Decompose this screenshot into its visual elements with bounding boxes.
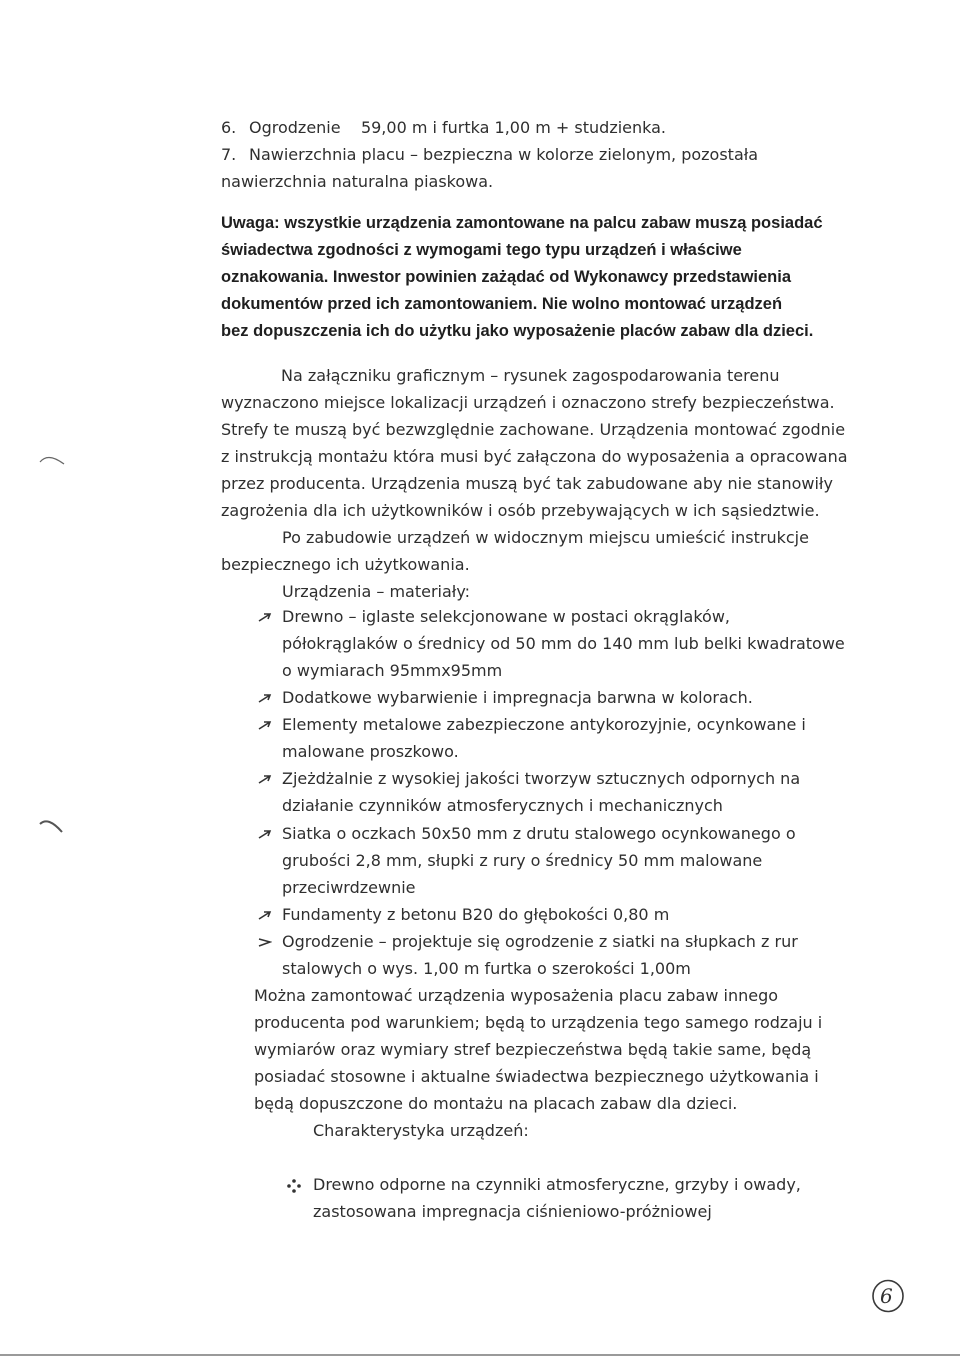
- list-item-6: [221, 118, 666, 138]
- material-line: Elementy metalowe zabezpieczone antykorozyjnie, ocynkowane i: [282, 715, 806, 734]
- arrow-bullet-icon: [258, 774, 272, 784]
- material-line: Zjeżdżalnie z wysokiej jakości tworzyw sztucznych odpornych na: [282, 769, 801, 788]
- characteristic-line: Drewno odporne na czynniki atmosferyczne, grzyby i owady,: [313, 1175, 801, 1194]
- material-line: półokrąglaków o średnicy od 50 mm do 140 mm lub belki kwadratowe: [282, 634, 845, 653]
- paragraph-line: przez producenta. Urządzenia muszą być tak zabudowane aby nie stanowiły: [221, 474, 833, 493]
- characteristics-heading: Charakterystyka urządzeń:: [313, 1121, 529, 1140]
- arrow-bullet-icon: [258, 829, 272, 839]
- diamond-bullet-icon: [287, 1178, 301, 1192]
- paragraph-line: bezpiecznego ich użytkowania.: [221, 555, 470, 574]
- scan-mark-decoration: [38, 448, 68, 468]
- paragraph-line: Po zabudowie urządzeń w widocznym miejscu umieścić instrukcje: [282, 528, 809, 547]
- arrow-bullet-icon: [258, 720, 272, 730]
- arrow-bullet-icon: [258, 693, 272, 703]
- scan-mark-decoration: [38, 812, 68, 836]
- list-item-7: [221, 145, 758, 165]
- paragraph-line: Strefy te muszą być bezwzględnie zachowane. Urządzenia montować zgodnie: [221, 420, 846, 439]
- arrow-bullet-icon: [258, 937, 272, 947]
- list-text: Nawierzchnia placu – bezpieczna w kolorze zielonym, pozostała: [249, 145, 759, 164]
- material-line: Fundamenty z betonu B20 do głębokości 0,80 m: [282, 905, 670, 924]
- list-item-7-continuation: nawierzchnia naturalna piaskowa.: [221, 172, 494, 191]
- material-line: stalowych o wys. 1,00 m furtka o szerokości 1,00m: [282, 959, 691, 978]
- note-line: dokumentów przed ich zamontowaniem. Nie wolno montować urządzeń: [221, 295, 783, 313]
- page-number-text: 6: [880, 1284, 893, 1308]
- note-line: Uwaga: wszystkie urządzenia zamontowane na palcu zabaw muszą posiadać: [221, 214, 823, 232]
- characteristic-line: zastosowana impregnacja ciśnieniowo-próżniowej: [313, 1202, 712, 1221]
- note-line: bez dopuszczenia ich do użytku jako wyposażenie placów zabaw dla dzieci.: [221, 322, 814, 340]
- arrow-bullet-icon: [258, 910, 272, 920]
- list-text: Ogrodzenie 59,00 m i furtka 1,00 m + studzienka.: [249, 118, 667, 137]
- arrow-bullet-icon: [258, 612, 272, 622]
- paragraph-line: wymiarów oraz wymiary stref bezpieczeństwa będą takie same, będą: [254, 1040, 812, 1059]
- materials-heading: Urządzenia – materiały:: [282, 582, 471, 601]
- note-line: świadectwa zgodności z wymogami tego typu urządzeń i właściwe: [221, 241, 742, 259]
- paragraph-line: producenta pod warunkiem; będą to urządzenia tego samego rodzaju i: [254, 1013, 823, 1032]
- note-line: oznakowania. Inwestor powinien zażądać od Wykonawcy przedstawienia: [221, 268, 791, 286]
- material-line: Siatka o oczkach 50x50 mm z drutu stalowego ocynkowanego o: [282, 824, 796, 843]
- paragraph-line: będą dopuszczone do montażu na placach zabaw dla dzieci.: [254, 1094, 738, 1113]
- paragraph-line: zagrożenia dla ich użytkowników i osób przebywających w ich sąsiedztwie.: [221, 501, 820, 520]
- scan-edge-line: [0, 1354, 960, 1356]
- paragraph-line: z instrukcją montażu która musi być załączona do wyposażenia a opracowana: [221, 447, 848, 466]
- list-number: 7.: [221, 145, 237, 164]
- material-line: grubości 2,8 mm, słupki z rury o średnicy 50 mm malowane: [282, 851, 763, 870]
- material-line: przeciwrdzewnie: [282, 878, 416, 897]
- paragraph-line: posiadać stosowne i aktualne świadectwa bezpiecznego użytkowania i: [254, 1067, 819, 1086]
- paragraph-line: wyznaczono miejsce lokalizacji urządzeń i oznaczono strefy bezpieczeństwa.: [221, 393, 835, 412]
- material-line: działanie czynników atmosferycznych i mechanicznych: [282, 796, 723, 815]
- list-number: 6.: [221, 118, 237, 137]
- page-number: [870, 1278, 906, 1314]
- paragraph-line: Można zamontować urządzenia wyposażenia placu zabaw innego: [254, 986, 779, 1005]
- material-line: Drewno – iglaste selekcjonowane w postaci okrąglaków,: [282, 607, 730, 626]
- material-line: malowane proszkowo.: [282, 742, 459, 761]
- material-line: Dodatkowe wybarwienie i impregnacja barwna w kolorach.: [282, 688, 753, 707]
- material-line: o wymiarach 95mmx95mm: [282, 661, 503, 680]
- paragraph-line: Na załączniku graficznym – rysunek zagospodarowania terenu: [281, 366, 780, 385]
- material-line: Ogrodzenie – projektuje się ogrodzenie z siatki na słupkach z rur: [282, 932, 798, 951]
